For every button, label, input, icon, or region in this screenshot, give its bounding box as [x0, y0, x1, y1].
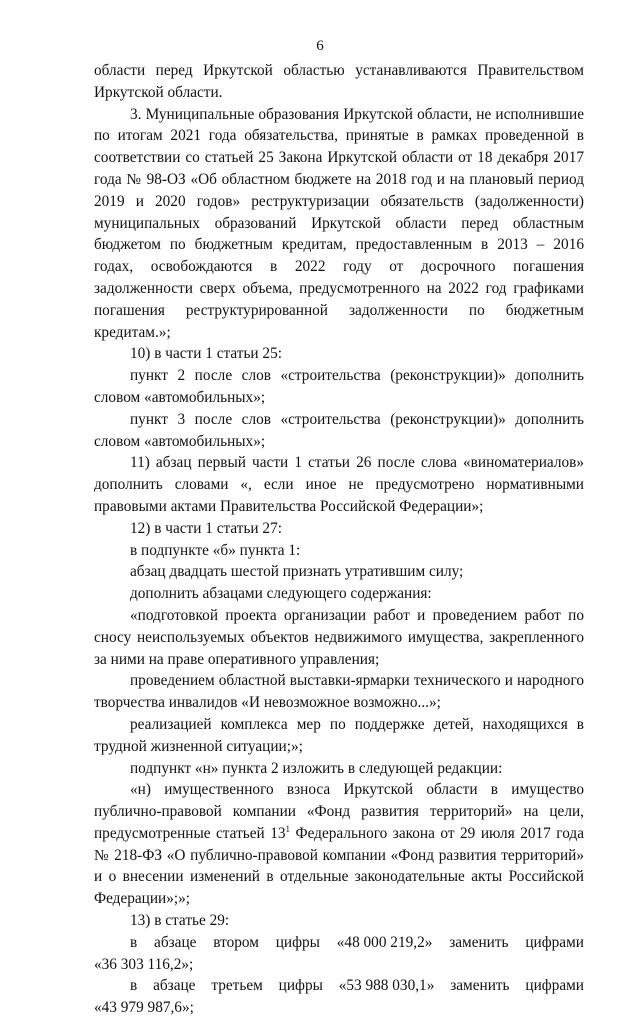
paragraph-quote-2: проведением областной выставки-ярмарки технического и народного творчества инвалидов «И невозможное возможно...»;	[94, 672, 584, 712]
replace-word: в	[130, 933, 138, 951]
paragraph-subpoint-n: подпункт «н» пункта 2 изложить в следующей редакции:	[130, 759, 503, 777]
replace-word: цифрами	[525, 933, 584, 951]
paragraph-abzac-26: абзац двадцать шестой признать утратившим силу;	[130, 563, 464, 581]
paragraph-subpoint-n-text	[94, 779, 584, 910]
replace-word: заменить	[449, 933, 509, 951]
paragraph-item-13: 13) в статье 29:	[130, 912, 230, 930]
replace-word: втором	[213, 933, 259, 951]
paragraph-subpoint-b: в подпункте «б» пункта 1:	[130, 541, 301, 559]
replace-word: цифры	[275, 933, 320, 951]
replace-line-2-tail: «43 979 987,6»;	[94, 999, 194, 1017]
paragraph-item-10: 10) в части 1 статьи 25:	[130, 345, 282, 363]
replace-word: цифрами	[525, 977, 584, 995]
replace-word: заменить	[450, 977, 510, 995]
page-number: 6	[316, 38, 324, 54]
replace-word: третьем	[211, 977, 263, 995]
paragraph-item-12: 12) в части 1 статьи 27:	[130, 519, 282, 537]
superscript-1: 1	[285, 823, 290, 834]
paragraph-quote-1: «подготовкой проекта организации работ и проведением работ по сносу неиспользуемых объектов недвижимого имущества, закрепленного за ними на праве оперативного управления;	[94, 606, 584, 668]
document-body	[94, 60, 584, 1019]
paragraph-add-abzacs: дополнить абзацами следующего содержания:	[130, 585, 432, 603]
replace-word: «48 000 219,2»	[336, 933, 433, 951]
replace-word: абзаце	[154, 933, 197, 951]
replace-word: «53 988 030,1»	[338, 977, 435, 995]
paragraph-item-3: 3. Муниципальные образования Иркутской области, не исполнившие по итогам 2021 года обязательства, принятые в рамках проведенной в соответствии со статьей 25 Закона Иркутской области от 18 декабря 2017 года № 98-ОЗ «Об областном бюджете на 2018 год и на плановый период 2019 и 2020 годов» реструктуризации обязательств (задолженности) муниципальных образований Иркутской области перед областным бюджетом по бюджетным кредитам, предоставленным в 2013 – 2016 годах, освобождаются в 2022 году от досрочного погашения задолженности сверх объема, предусмотренного на 2022 год графиками погашения реструктурированной задолженности по бюджетным кредитам.»;	[94, 105, 584, 341]
paragraph-quote-3: реализацией комплекса мер по поддержке детей, находящихся в трудной жизненной ситуации;»;	[94, 715, 584, 755]
replace-word: цифры	[278, 977, 323, 995]
paragraph-point-3: пункт 3 после слов «строительства (реконструкции)» дополнить словом «автомобильных»;	[94, 410, 584, 450]
replace-word: в	[130, 977, 138, 995]
subpoint-n-text-start: «н) имущественного взноса Иркутской области в имущество публично-правовой компании «Фонд развития территорий» на цели, предусмотренные статьей 13	[94, 781, 584, 842]
replace-line-1-tail: «36 303 116,2»;	[94, 955, 194, 973]
paragraph-item-11: 11) абзац первый части 1 статьи 26 после слова «виноматериалов» дополнить словами «, если иное не предусмотрено нормативными правовыми актами Правительства Российской Федерации»;	[94, 454, 584, 515]
paragraph-point-2: пункт 2 после слов «строительства (реконструкции)» дополнить словом «автомобильных»;	[94, 367, 584, 406]
replace-word: абзаце	[153, 977, 196, 995]
replace-line-2	[94, 975, 584, 997]
paragraph-0: области перед Иркутской областью устанавливаются Правительством Иркутской области.	[94, 62, 584, 101]
subpoint-n-text-end: Федерального закона от 29 июля 2017 года № 218-ФЗ «О публично-правовой компании «Фонд развития территорий» и о внесении изменений в отдельные законодательные акты Российской Федерации»;»;	[94, 824, 584, 908]
replace-line-1	[94, 932, 584, 954]
